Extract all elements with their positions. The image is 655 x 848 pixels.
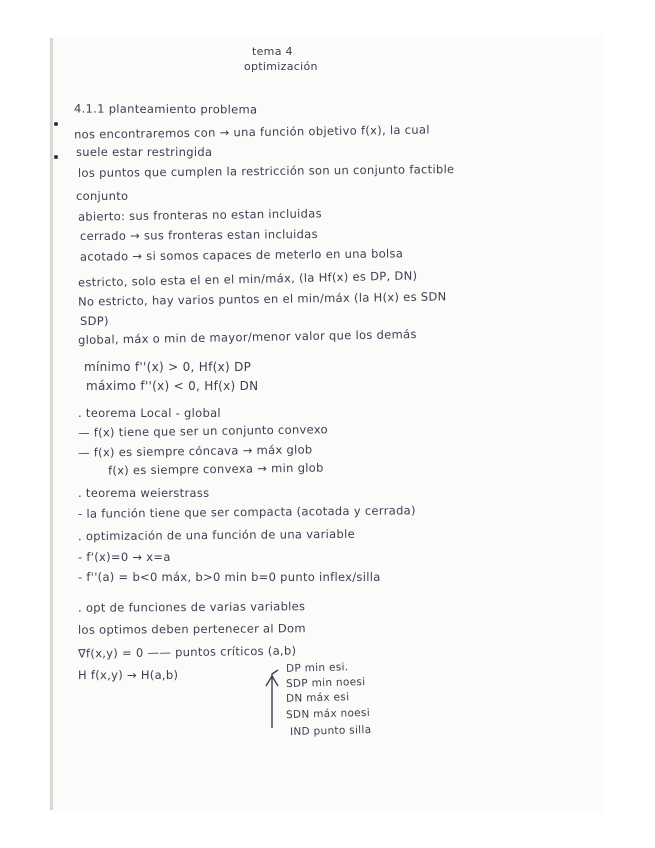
- note-line: ∇f(x,y) = 0 —— puntos críticos (a,b): [77, 643, 297, 661]
- note-line: acotado → si somos capaces de meterlo en una bolsa: [79, 246, 404, 264]
- note-line: conjunto: [76, 189, 129, 203]
- note-line: los puntos que cumplen la restricción son un conjunto factible: [77, 162, 455, 180]
- notebook-page: [50, 38, 602, 810]
- note-line: cerrado → sus fronteras estan incluidas: [79, 226, 318, 244]
- note-line: — f(x) es siempre cóncava → máx glob: [77, 442, 313, 460]
- note-line: - f''(a) = b<0 máx, b>0 min b=0 punto inflex/silla: [78, 570, 381, 584]
- hessian-case: SDN máx noesi: [285, 706, 371, 722]
- note-line: No estricto, hay varios puntos en el min/máx (la H(x) es SDN: [77, 289, 447, 309]
- hessian-case: DN máx esi: [285, 691, 350, 705]
- note-line: máximo f''(x) < 0, Hf(x) DN: [86, 379, 259, 393]
- note-line: SDP): [80, 314, 109, 328]
- hessian-case: SDP min noesi: [285, 675, 366, 691]
- note-line: . optimización de una función de una variable: [77, 526, 356, 544]
- note-line: nos encontraremos con → una función objetivo f(x), la cual: [73, 122, 430, 142]
- note-line: mínimo f''(x) > 0, Hf(x) DP: [84, 360, 252, 374]
- note-line: — f(x) tiene que ser un conjunto convexo: [77, 422, 328, 440]
- note-line: f(x) es siempre convexa → min glob: [107, 460, 324, 478]
- note-line: global, máx o min de mayor/menor valor que los demás: [77, 327, 417, 347]
- note-line: H f(x,y) → H(a,b): [78, 668, 179, 682]
- note-line: . teorema weierstrass: [78, 486, 210, 500]
- note-line: . teorema Local - global: [78, 406, 221, 420]
- section-heading: 4.1.1 planteamiento problema: [73, 101, 258, 117]
- page-subtitle: optimización: [244, 60, 318, 73]
- note-line: - la función tiene que ser compacta (acotada y cerrada): [77, 503, 416, 521]
- hessian-case: DP min esi.: [285, 661, 349, 675]
- note-line: . opt de funciones de varias variables: [77, 599, 306, 615]
- hessian-case: IND punto silla: [289, 723, 372, 739]
- note-line: - f'(x)=0 → x=a: [78, 550, 171, 564]
- note-line: estricto, solo esta el en el min/máx, (la Hf(x) es DP, DN): [77, 268, 418, 290]
- note-line: los optimos deben pertenecer al Dom: [77, 621, 306, 637]
- page-title: tema 4: [252, 45, 293, 58]
- note-line: abierto: sus fronteras no estan incluidas: [77, 206, 322, 224]
- note-line: suele estar restringida: [76, 145, 213, 159]
